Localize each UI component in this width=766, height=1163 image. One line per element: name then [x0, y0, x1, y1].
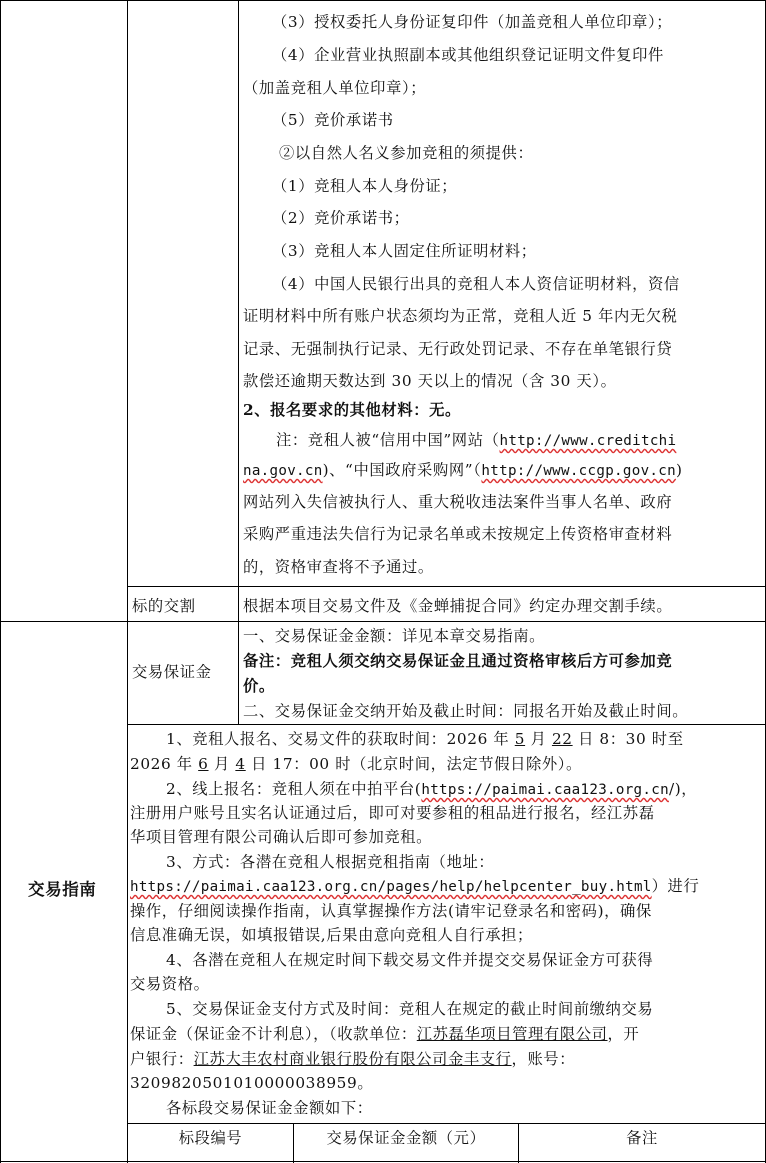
start-month: 5 [514, 730, 526, 748]
guide-text: ）进行 [651, 877, 700, 895]
note-line [243, 460, 683, 481]
material-line: 证明材料中所有账户状态须均为正常，竞租人近 5 年内无欠税 [243, 307, 678, 325]
guide-text: 。 [357, 1074, 374, 1092]
row-divider-1 [127, 586, 766, 587]
guide-item-4: 4、各潜在竞租人在规定时间下载交易文件并提交交易保证金方可获得 [166, 951, 654, 969]
guide-item-3-cont [130, 876, 699, 897]
guide-item-2-cont: 华项目管理有限公司确认后即可参加竞租。 [130, 828, 433, 846]
guide-text: 保证金（保证金不计利息），（收款单位： [130, 1025, 417, 1043]
row-divider-3 [127, 724, 766, 725]
guide-item-2 [166, 779, 697, 800]
guide-item-1 [166, 729, 684, 749]
material-line: 记录、无强制执行记录、无行政处罚记录、不存在单笔银行贷 [243, 340, 673, 358]
note-text: )、“中国政府采购网”（ [322, 461, 482, 479]
table-border-left [0, 0, 1, 1163]
caa123-link[interactable]: https://paimai.caa123.org.cn [421, 782, 669, 798]
bank-name: 江苏大丰农村商业银行股份有限公司金丰支行 [193, 1050, 512, 1068]
note-line: 的，资格审查将不予通过。 [243, 558, 434, 576]
table-border-top [0, 0, 766, 1]
note-text: 注：竞租人被“信用中国”网站（ [276, 431, 500, 449]
header-deposit-amount: 交易保证金金额（元） [326, 1129, 486, 1147]
guide-text: 户银行： [130, 1050, 194, 1068]
guide-item-3-cont: 信息准确无误，如填报错误,后果由意向竞租人自行承担； [130, 926, 533, 944]
guide-item-2-cont: 注册用户账号且实名认证通过后，即可对要参租的租品进行报名，经江苏磊 [130, 804, 655, 822]
note-line: 网站列入失信被执行人、重大税收违法案件当事人名单、政府 [243, 493, 673, 511]
end-day: 4 [235, 755, 246, 773]
table-border-bottom [0, 1161, 766, 1162]
guide-text: 日 8：30 时至 [578, 730, 684, 748]
guide-item-1-cont [130, 754, 582, 774]
note-line: 采购严重违法失信行为记录名单或未按规定上传资格审查材料 [243, 525, 673, 543]
material-line: （4）企业营业执照副本或其他组织登记证明文件复印件 [272, 46, 664, 64]
material-line: 款偿还逾期天数达到 30 天以上的情况（含 30 天）。 [243, 372, 617, 390]
material-line: （2）竞价承诺书； [272, 209, 410, 227]
guide-item-5: 5、交易保证金支付方式及时间：竞租人在规定的截止时间前缴纳交易 [166, 1000, 654, 1018]
creditchina-link-cont[interactable]: na.gov.cn [243, 463, 323, 479]
guide-text: /)， [668, 780, 698, 798]
deposit-note: 备注：竞租人须交纳交易保证金且通过资格审核后方可参加竞 [243, 652, 673, 670]
guide-text: 日 17：00 时（北京时间，法定节假日除外）。 [251, 755, 582, 773]
material-line: （4）中国人民银行出具的竞租人本人资信证明材料，资信 [272, 275, 680, 293]
payee-name: 江苏磊华项目管理有限公司 [416, 1025, 608, 1043]
end-month: 6 [198, 755, 209, 773]
header-lot-number: 标段编号 [178, 1129, 243, 1147]
col-divider-1 [127, 0, 128, 1163]
help-center-link[interactable]: https://paimai.caa123.org.cn/pages/help/helpcenter_buy.html [130, 879, 652, 895]
guide-text: 月 [213, 755, 230, 773]
guide-text: 1、竞租人报名、交易文件的获取时间：2026 年 [166, 730, 510, 748]
delivery-text: 根据本项目交易文件及《金蝉捕捉合同》约定办理交割手续。 [243, 597, 673, 615]
header-remarks: 备注 [626, 1129, 658, 1147]
material-line: （5）竞价承诺书 [272, 111, 394, 129]
deposit-amount-line: 一、交易保证金金额：详见本章交易指南。 [243, 627, 546, 645]
material-line: （加盖竞租人单位印章）； [243, 79, 427, 97]
creditchina-link[interactable]: http://www.creditchi [499, 433, 677, 449]
account-number: 3209820501010000038959 [130, 1074, 358, 1092]
other-materials-heading: 2、报名要求的其他材料：无。 [243, 401, 461, 419]
col-divider-2 [238, 0, 239, 724]
guide-label: 交易指南 [28, 880, 97, 899]
guide-item-5-cont [130, 1049, 575, 1069]
start-day: 22 [551, 730, 573, 748]
guide-item-5-cont [130, 1024, 639, 1044]
deposit-amount-intro: 各标段交易保证金金额如下： [166, 1099, 373, 1117]
note-line [276, 430, 676, 451]
guide-item-4-cont: 交易资格。 [130, 975, 210, 993]
note-text: ) [675, 461, 683, 479]
guide-text: ，账号： [511, 1050, 576, 1068]
deposit-note-cont: 价。 [243, 677, 275, 695]
delivery-label: 标的交割 [132, 597, 196, 615]
guide-text: 2026 年 [130, 755, 193, 773]
material-line: （3）授权委托人身份证复印件（加盖竞租人单位印章）； [272, 13, 673, 31]
row-divider-2 [0, 621, 766, 622]
material-line: ②以自然人名义参加竞租的须提供： [279, 144, 534, 162]
guide-text: 2、线上报名：竞租人须在中拍平台( [166, 780, 422, 798]
guide-text: 月 [530, 730, 547, 748]
guide-text: ，开 [607, 1025, 640, 1043]
guide-item-3-cont: 操作，仔细阅读操作指南，认真掌握操作方法(请牢记登录名和密码)，确保 [130, 902, 652, 920]
material-line: （3）竞租人本人固定住所证明材料； [272, 242, 537, 260]
deposit-time-line: 二、交易保证金交纳开始及截止时间：同报名开始及截止时间。 [243, 702, 689, 720]
subtable-top [127, 1123, 766, 1124]
ccgp-link[interactable]: http://www.ccgp.gov.cn [481, 463, 676, 479]
deposit-label: 交易保证金 [132, 663, 212, 681]
material-line: （1）竞租人本人身份证； [272, 177, 458, 195]
guide-item-5-cont [130, 1073, 373, 1093]
guide-item-3: 3、方式：各潜在竞租人根据竞租指南（地址： [166, 853, 495, 871]
